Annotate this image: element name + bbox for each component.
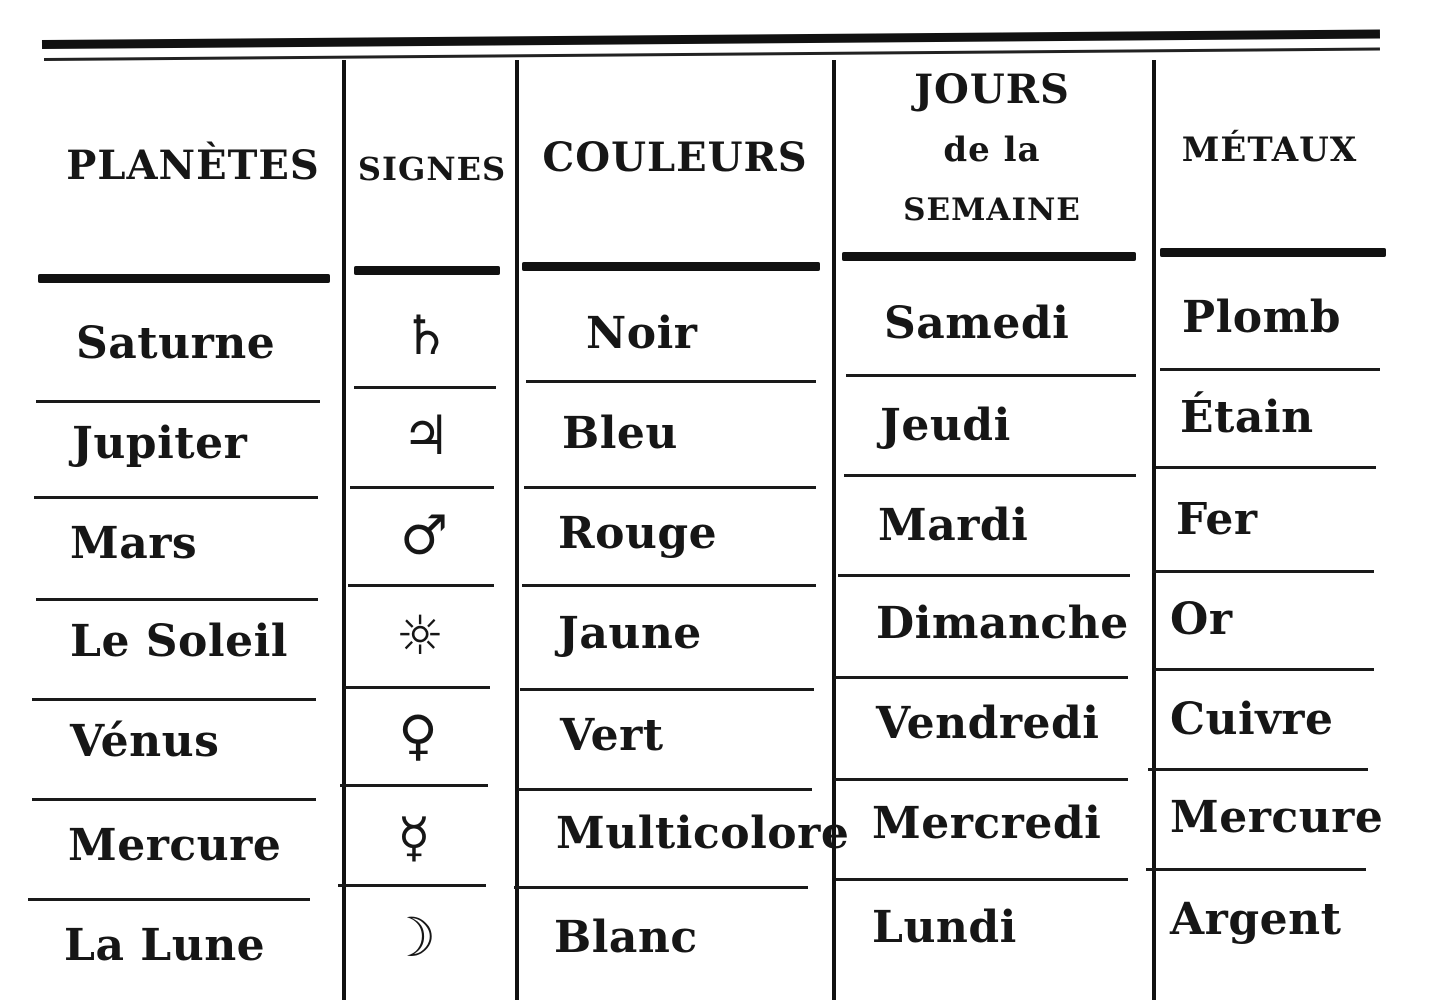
color-name: Noir [586,308,698,359]
color-name: Rouge [558,508,718,559]
header-underline [1160,248,1386,257]
color-name: Blanc [554,912,698,963]
header-planetes: PLANÈTES [66,142,320,189]
row-divider [36,400,320,403]
row-divider [1146,868,1366,871]
top-thin-rule [44,48,1380,61]
row-divider [834,676,1128,679]
weekday-name: Lundi [872,902,1017,953]
row-divider [846,374,1136,377]
top-heavy-rule [42,29,1380,49]
weekday-name: Samedi [884,298,1070,349]
row-divider [344,686,490,689]
sun-symbol-icon: ☼ [395,604,445,667]
header-couleurs: COULEURS [542,134,808,181]
jupiter-symbol-icon: ♃ [401,404,451,467]
mercury-symbol-icon: ☿ [397,806,431,869]
row-divider [354,386,496,389]
weekday-name: Vendredi [876,698,1100,749]
mars-symbol-icon: ♂ [399,504,449,567]
header-underline [38,274,330,283]
metal-name: Or [1170,594,1233,645]
header-underline [522,262,820,271]
row-divider [350,486,494,489]
row-divider [1156,466,1376,469]
color-name: Vert [560,710,664,761]
row-divider [1152,570,1374,573]
row-divider [1154,668,1374,671]
row-divider [32,698,316,701]
metal-name: Argent [1170,894,1342,945]
planet-name: La Lune [64,920,266,971]
header-metaux: MÉTAUX [1181,130,1358,170]
column-divider [1152,60,1156,1000]
weekday-name: Dimanche [876,598,1129,649]
row-divider [526,380,816,383]
row-divider [340,784,488,787]
row-divider [522,584,816,587]
metal-name: Cuivre [1170,694,1334,745]
row-divider [836,878,1128,881]
row-divider [514,886,808,889]
planet-name: Jupiter [72,418,248,469]
row-divider [838,574,1130,577]
header-jours-line3: SEMAINE [903,192,1081,228]
venus-symbol-icon: ♀ [398,704,438,767]
planet-name: Saturne [76,318,276,369]
header-underline [354,266,500,275]
column-divider [832,60,836,1000]
color-name: Multicolore [556,808,850,859]
color-name: Jaune [558,608,702,659]
metal-name: Mercure [1170,792,1384,843]
row-divider [518,788,812,791]
row-divider [834,778,1128,781]
row-divider [338,884,486,887]
weekday-name: Mercredi [872,798,1102,849]
saturn-symbol-icon: ♄ [401,304,451,367]
header-signes: SIGNES [357,150,507,188]
header-jours-line1: JOURS [914,66,1070,113]
row-divider [524,486,816,489]
row-divider [1160,368,1380,371]
header-jours-line2: de la [943,130,1041,170]
weekday-name: Jeudi [880,400,1011,451]
header-underline [842,252,1136,261]
planet-name: Le Soleil [70,616,289,667]
planet-name: Mars [70,518,198,569]
metal-name: Plomb [1182,292,1341,343]
planet-name: Mercure [68,820,282,871]
metal-name: Étain [1180,392,1314,443]
row-divider [36,598,318,601]
metal-name: Fer [1176,494,1258,545]
row-divider [1148,768,1368,771]
row-divider [520,688,814,691]
moon-symbol-icon: ☽ [387,906,437,969]
row-divider [348,584,494,587]
row-divider [28,898,310,901]
weekday-name: Mardi [878,500,1029,551]
planet-name: Vénus [70,716,220,767]
row-divider [844,474,1136,477]
row-divider [32,798,316,801]
column-divider [515,60,519,1000]
color-name: Bleu [562,408,678,459]
row-divider [34,496,318,499]
